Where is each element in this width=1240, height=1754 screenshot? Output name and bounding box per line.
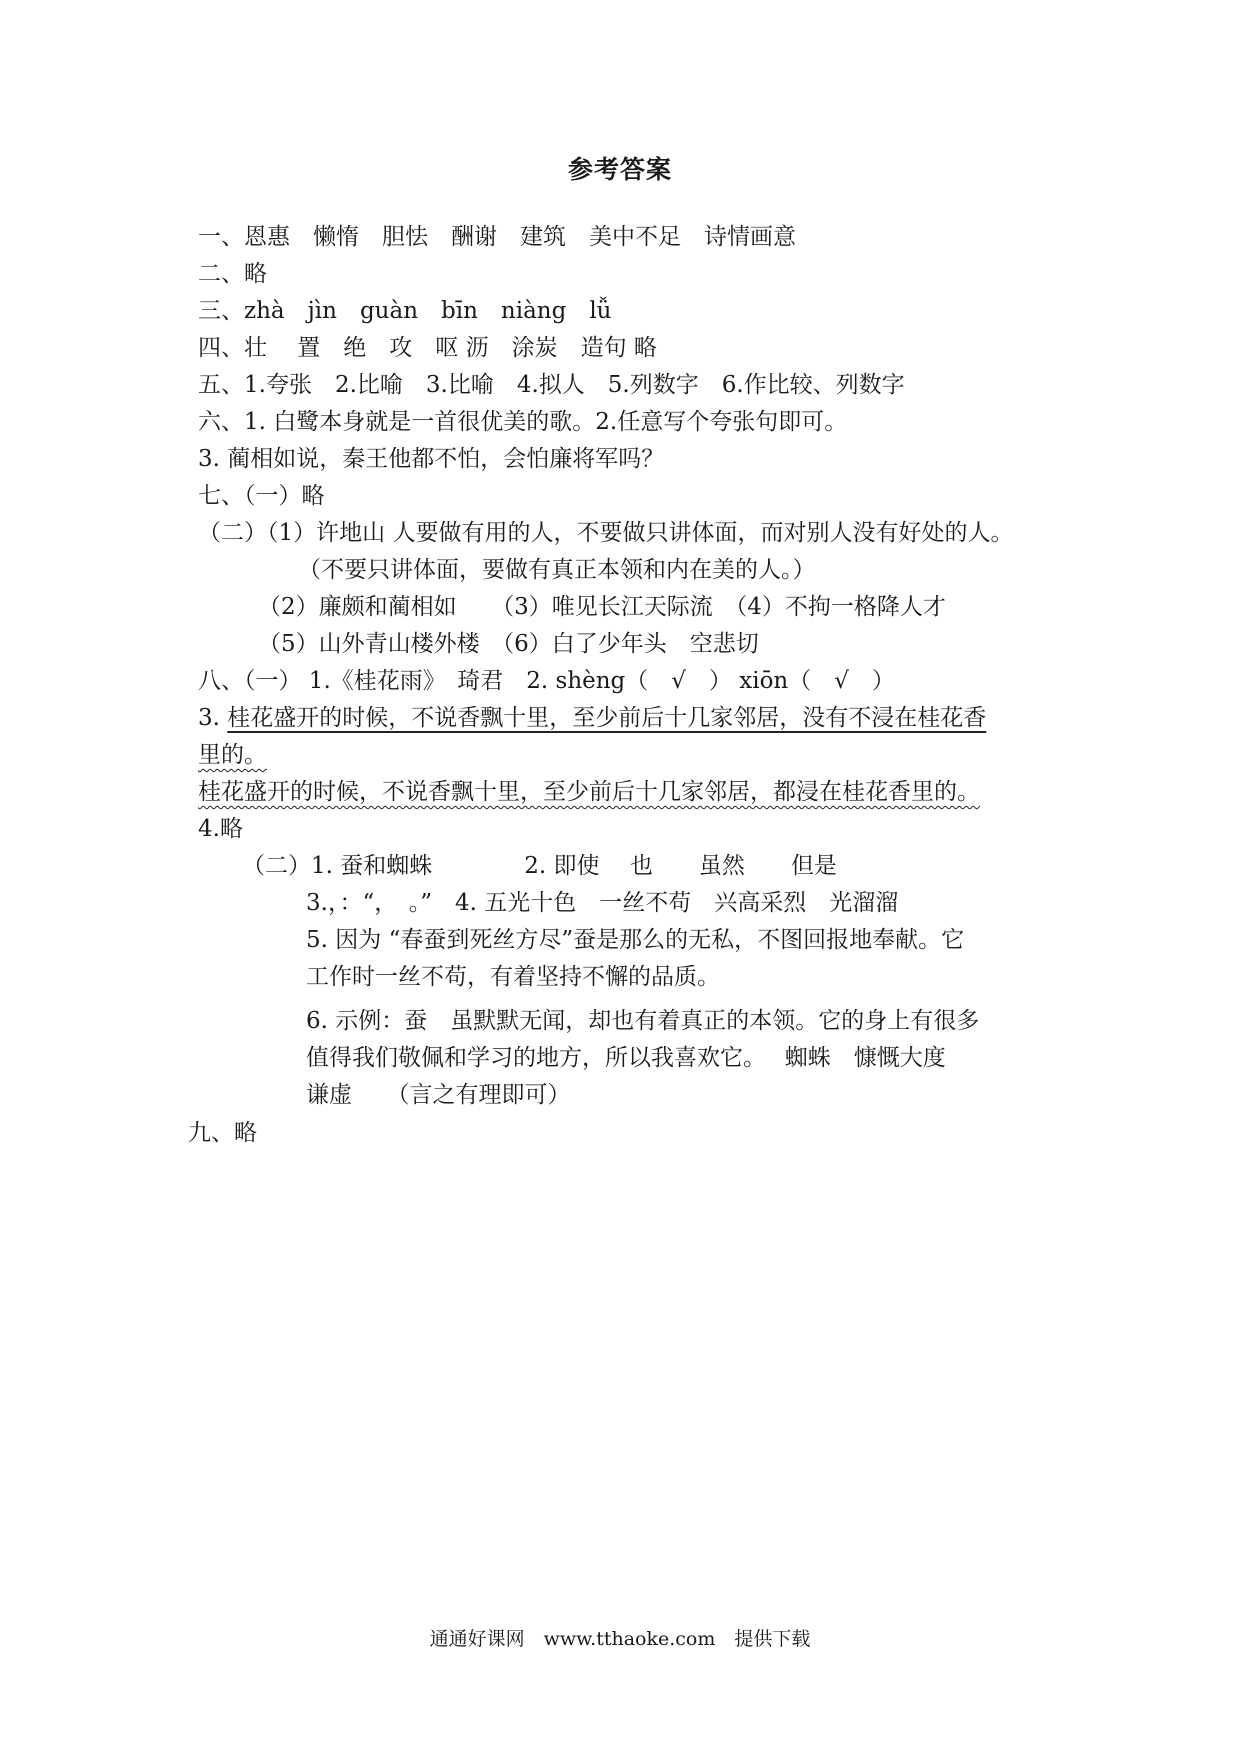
answer-line-16-underlined: 桂花盛开的时候，不说香飘十里，至少前后十几家邻居，都浸在桂花香里的。: [198, 779, 980, 805]
answer-line-5: 五、1.夸张 2.比喻 3.比喻 4.拟人 5.列数字 6.作比较、列数字: [198, 372, 905, 398]
answer-line-11: （2）廉颇和蔺相如 （3）唯见长江天际流 （4）不拘一格降人才: [258, 594, 946, 620]
answer-line-2: 二、略: [198, 261, 267, 287]
answer-line-14-prefix: 3.: [198, 705, 228, 731]
answer-line-10: （不要只讲体面，要做有真正本领和内在美的人。）: [298, 557, 816, 583]
answer-line-13: 八、（一） 1.《桂花雨》 琦君 2. shèng（ √ ） xiōn（ √ ）: [198, 668, 895, 694]
answer-line-22: 6. 示例：蚕 虽默默无闻，却也有着真正的本领。它的身上有很多: [306, 1008, 980, 1034]
answer-line-25: 九、略: [188, 1120, 257, 1146]
answer-line-7: 3. 蔺相如说，秦王他都不怕，会怕廉将军吗？: [198, 446, 665, 472]
answer-line-3: 三、zhà jìn guàn bīn niàng lǚ: [198, 298, 612, 324]
page-footer: 通通好课网 www.tthaoke.com 提供下载: [429, 1628, 811, 1650]
answer-line-17: 4.略: [198, 816, 243, 842]
answer-line-16: [198, 775, 980, 809]
answer-line-12: （5）山外青山楼外楼 （6）白了少年头 空悲切: [258, 631, 759, 657]
answer-line-15-underlined: 里的。: [198, 742, 267, 768]
answer-line-1: 一、恩惠 懒惰 胆怯 酬谢 建筑 美中不足 诗情画意: [198, 224, 796, 250]
answer-line-4: 四、壮 置 绝 攻 呕 沥 涂炭 造句 略: [198, 335, 657, 361]
answer-line-21: 工作时一丝不苟，有着坚持不懈的品质。: [306, 964, 720, 990]
answer-line-14: [198, 701, 986, 735]
answer-line-20: 5. 因为 “春蚕到死丝方尽”蚕是那么的无私，不图回报地奉献。它: [306, 927, 965, 953]
page-title: 参考答案: [567, 155, 672, 184]
answer-line-8: 七、（一）略: [198, 483, 325, 509]
answer-line-6: 六、1. 白鹭本身就是一首很优美的歌。2.任意写个夸张句即可。: [198, 409, 848, 435]
answer-line-19: 3.，：“， 。” 4. 五光十色 一丝不苟 兴高采烈 光溜溜: [306, 890, 899, 916]
answer-line-14-underlined: 桂花盛开的时候，不说香飘十里，至少前后十几家邻居，没有不浸在桂花香: [227, 705, 987, 731]
answer-line-24: 谦虚 （言之有理即可）: [306, 1082, 571, 1108]
answer-line-23: 值得我们敬佩和学习的地方，所以我喜欢它。 蜘蛛 慷慨大度: [306, 1045, 946, 1071]
answer-line-9: （二）（1）许地山 人要做有用的人，不要做只讲体面，而对别人没有好处的人。: [198, 520, 1014, 546]
answer-line-18: （二）1. 蚕和蜘蛛 2. 即使 也 虽然 但是: [242, 853, 837, 879]
answer-line-15: [198, 738, 267, 772]
